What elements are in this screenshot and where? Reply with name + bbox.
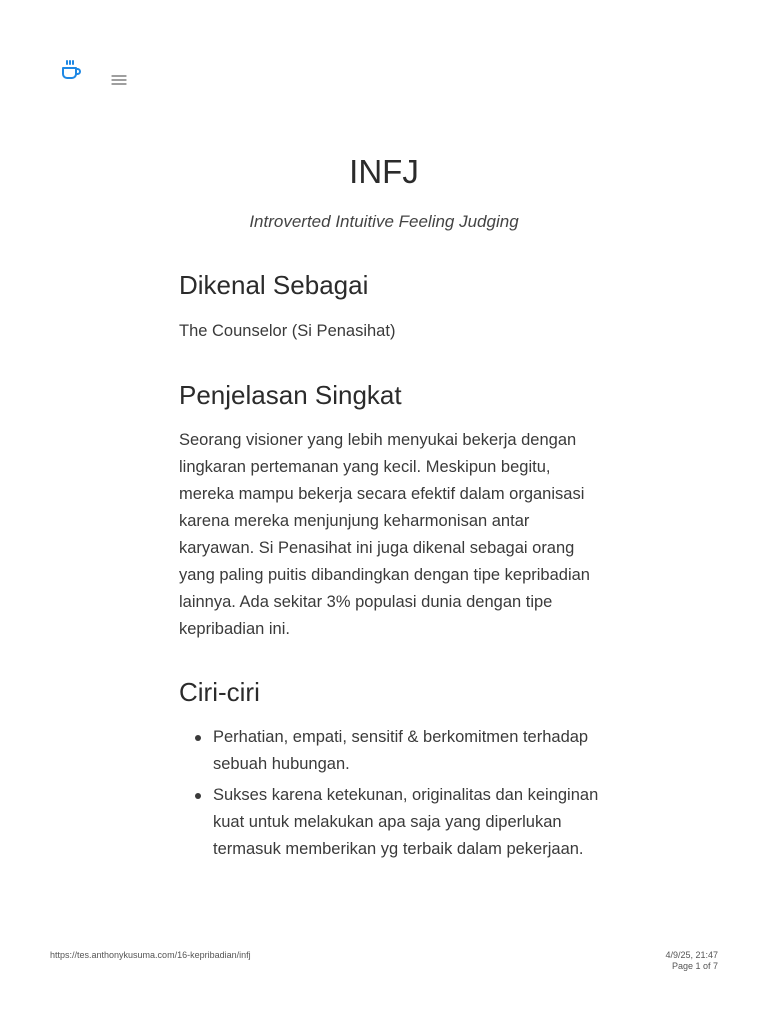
coffee-cup-icon: [60, 58, 84, 82]
bullet-icon: [195, 735, 201, 741]
list-item-text: Perhatian, empati, sensitif & berkomitmen terhadap sebuah hubungan.: [213, 728, 589, 773]
list-item: [179, 782, 599, 863]
list-item: [179, 724, 599, 778]
known-as-heading: Dikenal Sebagai: [179, 270, 369, 300]
footer-url: https://tes.anthonykusuma.com/16-kepribadian/infj: [50, 950, 251, 960]
known-as-text: The Counselor (Si Penasihat): [179, 322, 396, 340]
footer-datetime: 4/9/25, 21:47: [665, 950, 718, 960]
site-logo[interactable]: [60, 58, 84, 82]
traits-heading: Ciri-ciri: [179, 677, 260, 707]
hamburger-menu-icon: [111, 74, 127, 86]
menu-button[interactable]: [110, 72, 128, 90]
page-subtitle: Introverted Intuitive Feeling Judging: [249, 212, 519, 231]
list-item-text: Sukses karena ketekunan, originalitas dan keinginan kuat untuk melakukan apa saja yang diperlukan termasuk memberikan yg terbaik dalam pekerjaan.: [213, 786, 599, 858]
top-bar: [0, 0, 768, 100]
page-title: INFJ: [349, 153, 419, 190]
footer-page-number: Page 1 of 7: [671, 961, 718, 971]
bullet-icon: [195, 793, 201, 799]
summary-text: Seorang visioner yang lebih menyukai bekerja dengan lingkaran pertemanan yang kecil. Meskipun begitu, mereka mampu bekerja secara efektif dalam organisasi karena mereka menjunjung keharmonisan antar karyawan. Si Penasihat ini juga dikenal sebagai orang yang paling puitis dibandingkan dengan tipe kepribadian lainnya. Ada sekitar 3% populasi dunia dengan tipe kepribadian ini.: [179, 431, 590, 638]
summary-heading: Penjelasan Singkat: [179, 380, 402, 410]
footer-meta: [665, 950, 718, 972]
traits-list: [179, 724, 599, 867]
